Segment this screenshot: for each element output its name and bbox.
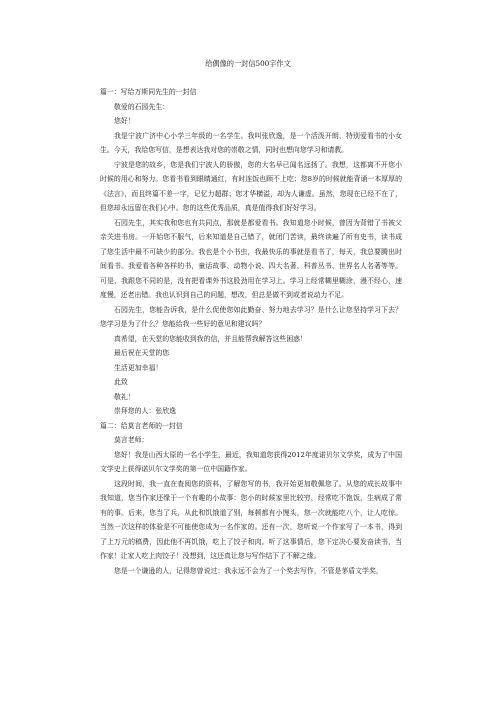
signature-line: 崇拜您的人：张欣逸 [114,407,177,415]
paragraph: 您好！我是山西太原的一名小学生，最近，我知道您获得2012年度诺贝尔文学奖，成为了中国文学史上获得诺贝尔文学奖的第一位中国籍作家。 [100,450,402,473]
closing-line: 生活更加幸福！ [114,363,163,372]
closing-line: 此致 [114,378,128,386]
paragraph: 我是宁波广济中心小学三年级的一名学生。我叫张欣逸，是一个活泼开朗、特别爱看书的小女生。今天，我给您写信，是想表达我对您的崇敬之情，同时也想向您学习和请教。 [100,131,402,154]
page-title: 给偶像的一封信500字作文 [205,59,291,68]
greeting: 您好！ [114,117,135,125]
paragraph: 石园先生，其实我和您也有共同点，那就是都爱看书。我知道您小时候，曾因为背错了书被父亲关进书房。一开始您不服气，后来知道是自己错了，就闭门苦读，最终读遍了所有史书，读书成了您生活中最不可缺少的部分。我也是个小书虫，我最快乐的事就是看书了，每天，我总要腾出时间看书。我爱看各种各样的书，童话故事、动物小说、四大名著、科普丛书、世界名人名著等等。可是，我跟您不同的是，没有把看课外书这股劲用在学习上。学习上经常糊里糊涂，漫不经心，速度慢，还老出错。我也认识到自己的问题，想改，但总是做不到或者说动力不足。 [100,218,402,299]
closing-line: 最后祝在天堂的您 [114,349,170,357]
paragraph: 您是一个谦逊的人，记得您曾说过：我永远不会为了一个奖去写作，不管是茅盾文学奖， [114,566,383,575]
salutation: 敬爱的石园先生： [114,102,170,111]
salutation: 莫言老师： [114,436,149,444]
paragraph: 石园先生，您能告诉我，是什么促使您如此勤奋、努力地去学习？是什么让您坚持学习下去？您学习是为了什么？您能给我一些好的意见和建议吗？ [100,305,402,328]
closing-line: 敬礼！ [114,392,135,401]
paragraph: 宁波是您的故乡，您是我们宁波人的骄傲，您的大名早已闻名远扬了。我想，这都离不开您小时候的用心和努力。您看书看到眼睛通红，有时连饭也顾不上吃；您8岁的时候就能背诵一本厚厚的《法言》，而且终篇不差一字，记忆力超群；您才华横溢，却为人谦虚。虽然，您现在已经不在了，但您却永远留在我们心中。您的这些优秀品质，真是值得我们好好学习。 [100,160,402,212]
paragraph: 这段时间，我一直在查阅您的资料，了解您写的书，我开始更加敬佩您了。从您的成长故事中我知道，您当作家还缘于一个有趣的小故事：您小的时候家里比较穷，经常吃不饱饭，生病成了常有的事。后来，您当了兵，从此和饥饿道了别，每顿都有小馒头，您一次就能吃八个，让人吃惊。当然一次这样的体验是不可能使您成为一名作家的。还有一次，您听说一个作家写了一本书，得到了上万元的稿费，因此他不再饥饿，吃上了饺子和肉。听了这事情后，您下定决心要发奋读书，当作家！让家人吃上肉饺子！没想到，这还真让您与写作结下了不解之缘。 [100,479,402,560]
paragraph: 真希望，在天堂的您能收到我的信，并且能帮我解答这些困惑！ [114,334,307,343]
document-body [100,85,402,578]
section-heading-1: 篇一：写给万斯同先生的一封信 [100,88,197,96]
section-heading-2: 篇二：给莫言老师的一封信 [100,421,183,430]
